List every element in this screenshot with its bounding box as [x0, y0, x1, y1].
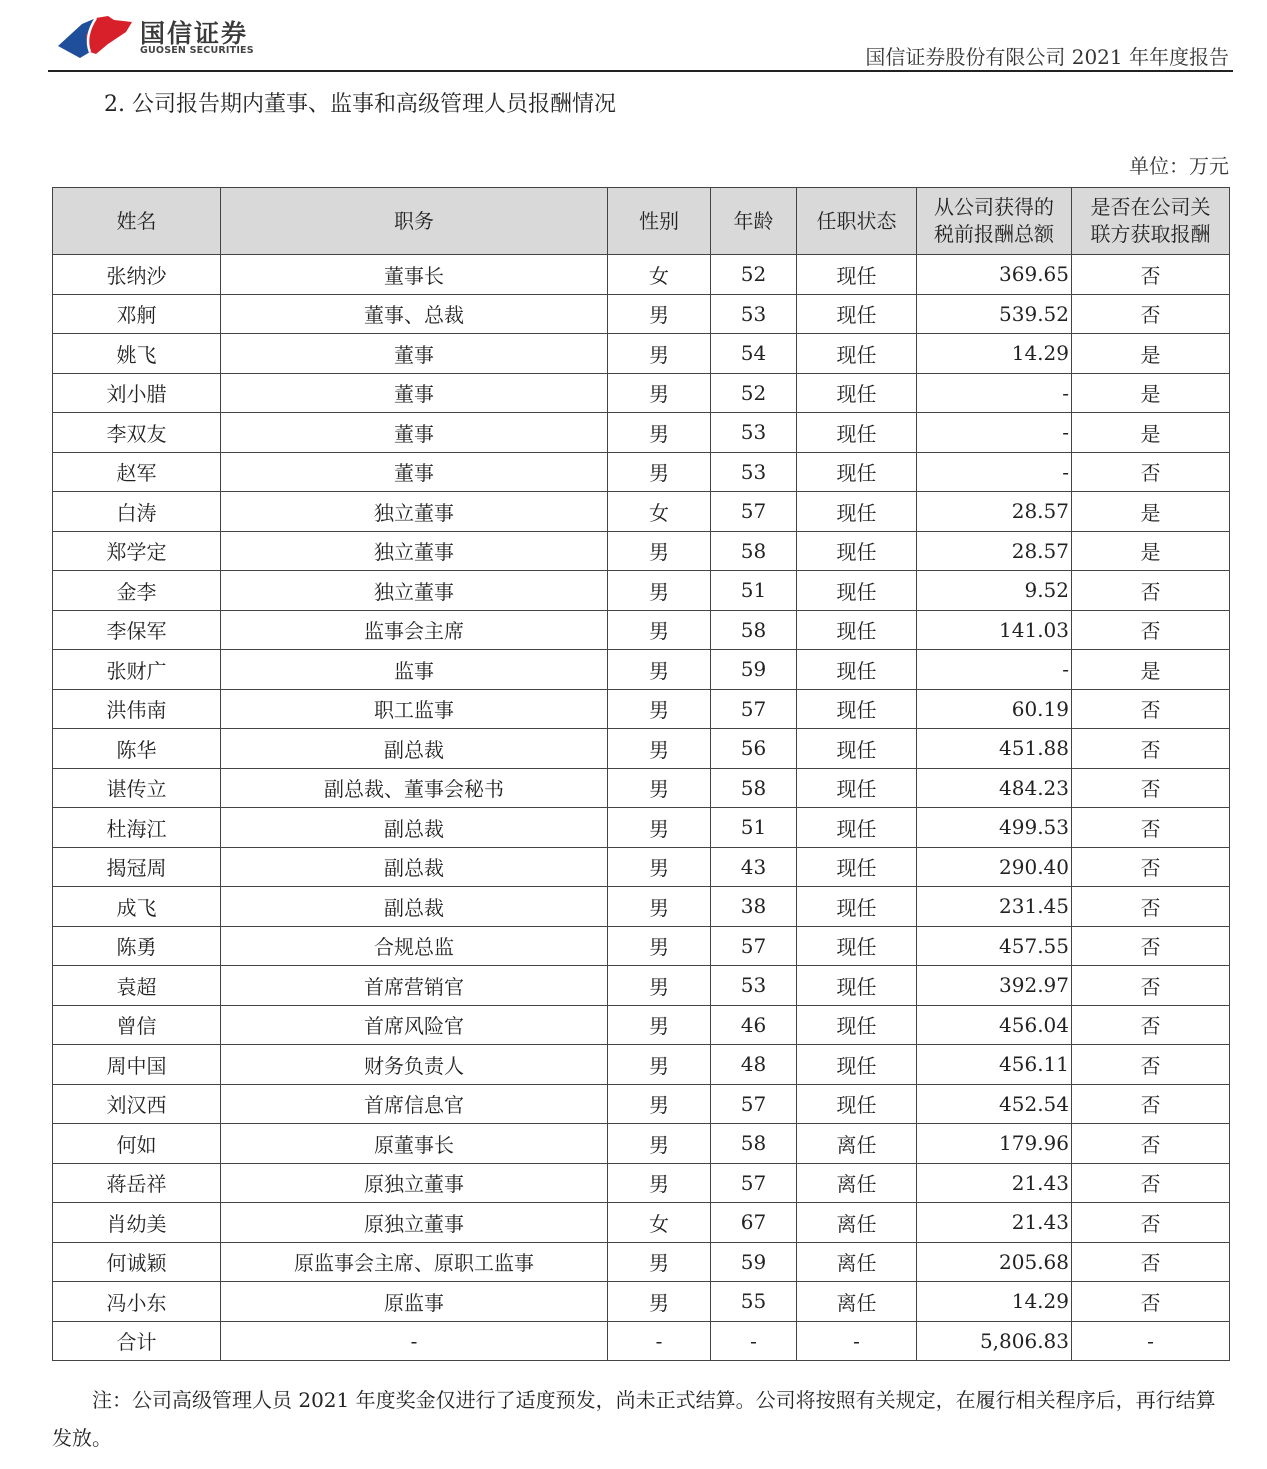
footnote: 注：公司高级管理人员 2021 年度奖金仅进行了适度预发，尚未正式结算。公司将按照有关规定，在履行相关程序后，再行结算发放。 [52, 1388, 1216, 1450]
cell-gender: 女 [608, 492, 711, 532]
cell-name: 冯小东 [53, 1282, 221, 1322]
cell-name: 陈华 [53, 729, 221, 769]
cell-age: 52 [711, 255, 797, 295]
cell-gender: 男 [608, 531, 711, 571]
cell-name: 袁超 [53, 966, 221, 1006]
cell-pay: 179.96 [917, 1124, 1072, 1164]
table-row [53, 847, 1230, 887]
cell-pay: 21.43 [917, 1203, 1072, 1243]
section-title: 2. 公司报告期内董事、监事和高级管理人员报酬情况 [104, 92, 616, 117]
cell-pay: - [917, 413, 1072, 453]
cell-pay: 457.55 [917, 926, 1072, 966]
header-pay-label-line1: 从公司获得的 [934, 195, 1054, 219]
cell-status: 离任 [797, 1124, 917, 1164]
report-title: 国信证券股份有限公司 2021 年年度报告 [865, 45, 1229, 69]
cell-age: 55 [711, 1282, 797, 1322]
cell-name: 张纳沙 [53, 255, 221, 295]
cell-position: 董事、总裁 [221, 294, 608, 334]
cell-name: 周中国 [53, 1045, 221, 1085]
cell-status: 现任 [797, 610, 917, 650]
cell-position: - [221, 1321, 608, 1361]
cell-age: 54 [711, 334, 797, 374]
cell-gender: 男 [608, 413, 711, 453]
cell-status: 现任 [797, 452, 917, 492]
cell-status: 现任 [797, 926, 917, 966]
cell-related-party: 否 [1072, 1163, 1230, 1203]
table-row [53, 650, 1230, 690]
cell-name: 何诚颖 [53, 1242, 221, 1282]
cell-gender: 男 [608, 887, 711, 927]
cell-pay: 21.43 [917, 1163, 1072, 1203]
cell-gender: 男 [608, 571, 711, 611]
cell-name: 李双友 [53, 413, 221, 453]
cell-related-party: 否 [1072, 452, 1230, 492]
cell-status: 现任 [797, 571, 917, 611]
header-age [711, 188, 797, 255]
cell-age: 57 [711, 492, 797, 532]
cell-pay: 290.40 [917, 847, 1072, 887]
table-row [53, 768, 1230, 808]
table-row [53, 1282, 1230, 1322]
cell-related-party: 是 [1072, 531, 1230, 571]
header-name [53, 188, 221, 255]
cell-pay: 369.65 [917, 255, 1072, 295]
table-row [53, 531, 1230, 571]
cell-pay: 456.11 [917, 1045, 1072, 1085]
cell-related-party: 否 [1072, 926, 1230, 966]
table-row [53, 492, 1230, 532]
cell-age: 57 [711, 1163, 797, 1203]
header-position-label: 职务 [394, 208, 434, 233]
cell-position: 原董事长 [221, 1124, 608, 1164]
cell-related-party: 否 [1072, 1203, 1230, 1243]
cell-related-party: 否 [1072, 966, 1230, 1006]
header-divider [48, 70, 1233, 72]
cell-position: 独立董事 [221, 492, 608, 532]
cell-pay: 28.57 [917, 531, 1072, 571]
cell-age: 57 [711, 689, 797, 729]
cell-pay: 14.29 [917, 334, 1072, 374]
cell-name: 合计 [53, 1321, 221, 1361]
cell-position: 职工监事 [221, 689, 608, 729]
table-row [53, 689, 1230, 729]
cell-age: 43 [711, 847, 797, 887]
cell-name: 姚飞 [53, 334, 221, 374]
cell-position: 董事 [221, 334, 608, 374]
cell-position: 董事长 [221, 255, 608, 295]
cell-gender: 男 [608, 926, 711, 966]
cell-position: 原监事 [221, 1282, 608, 1322]
table-row [53, 1242, 1230, 1282]
cell-status: 现任 [797, 847, 917, 887]
cell-gender: 男 [608, 452, 711, 492]
cell-related-party: 否 [1072, 1242, 1230, 1282]
table-row [53, 729, 1230, 769]
table-row [53, 808, 1230, 848]
cell-pay: 452.54 [917, 1084, 1072, 1124]
cell-status: 离任 [797, 1203, 917, 1243]
cell-name: 金李 [53, 571, 221, 611]
cell-age: 51 [711, 571, 797, 611]
cell-gender: 男 [608, 1045, 711, 1085]
cell-name: 刘小腊 [53, 373, 221, 413]
cell-related-party: 否 [1072, 689, 1230, 729]
cell-age: 67 [711, 1203, 797, 1243]
table-row [53, 1203, 1230, 1243]
cell-related-party: 否 [1072, 887, 1230, 927]
cell-position: 副总裁 [221, 887, 608, 927]
cell-related-party: 否 [1072, 571, 1230, 611]
cell-related-party: 否 [1072, 1005, 1230, 1045]
cell-age: 48 [711, 1045, 797, 1085]
cell-name: 曾信 [53, 1005, 221, 1045]
cell-position: 原监事会主席、原职工监事 [221, 1242, 608, 1282]
cell-age: 53 [711, 294, 797, 334]
cell-related-party: 否 [1072, 1045, 1230, 1085]
cell-position: 董事 [221, 413, 608, 453]
cell-related-party: 否 [1072, 847, 1230, 887]
table-row [53, 926, 1230, 966]
cell-position: 副总裁 [221, 729, 608, 769]
cell-gender: 男 [608, 768, 711, 808]
cell-name: 杜海江 [53, 808, 221, 848]
cell-status: 现任 [797, 492, 917, 532]
table-total-row [53, 1321, 1230, 1361]
cell-position: 原独立董事 [221, 1203, 608, 1243]
table-row [53, 255, 1230, 295]
cell-related-party: 是 [1072, 413, 1230, 453]
header-gender-label: 性别 [639, 208, 679, 233]
cell-name: 成飞 [53, 887, 221, 927]
unit-label: 单位：万元 [1129, 154, 1229, 178]
header-related-party [1072, 188, 1230, 255]
cell-related-party: 是 [1072, 650, 1230, 690]
cell-gender: 男 [608, 808, 711, 848]
cell-gender: 男 [608, 334, 711, 374]
cell-status: 现任 [797, 373, 917, 413]
cell-gender: 男 [608, 1282, 711, 1322]
cell-status: 现任 [797, 729, 917, 769]
cell-gender: 男 [608, 1005, 711, 1045]
cell-gender: 女 [608, 255, 711, 295]
cell-pay: 499.53 [917, 808, 1072, 848]
cell-status: 现任 [797, 808, 917, 848]
header-related-label-line2: 联方获取报酬 [1090, 222, 1211, 246]
cell-name: 赵军 [53, 452, 221, 492]
cell-status: - [797, 1321, 917, 1361]
cell-name: 肖幼美 [53, 1203, 221, 1243]
cell-age: 57 [711, 926, 797, 966]
page-header [0, 0, 1267, 75]
cell-name: 何如 [53, 1124, 221, 1164]
cell-age: 59 [711, 650, 797, 690]
table-row [53, 373, 1230, 413]
cell-gender: 男 [608, 847, 711, 887]
cell-position: 监事会主席 [221, 610, 608, 650]
cell-gender: 男 [608, 966, 711, 1006]
header-gender [608, 188, 711, 255]
cell-gender: 男 [608, 294, 711, 334]
cell-gender: 男 [608, 689, 711, 729]
cell-status: 现任 [797, 294, 917, 334]
cell-age: 53 [711, 413, 797, 453]
cell-position: 独立董事 [221, 531, 608, 571]
cell-pay: 456.04 [917, 1005, 1072, 1045]
cell-gender: 女 [608, 1203, 711, 1243]
cell-gender: 男 [608, 650, 711, 690]
cell-gender: - [608, 1321, 711, 1361]
cell-name: 邓舸 [53, 294, 221, 334]
logo-english-name: GUOSEN SECURITIES [140, 45, 254, 56]
table-row [53, 294, 1230, 334]
cell-pay: 484.23 [917, 768, 1072, 808]
cell-status: 离任 [797, 1163, 917, 1203]
cell-age: 58 [711, 531, 797, 571]
table-row [53, 1045, 1230, 1085]
cell-gender: 男 [608, 373, 711, 413]
cell-age: 56 [711, 729, 797, 769]
table-row [53, 1084, 1230, 1124]
table-row [53, 966, 1230, 1006]
cell-status: 现任 [797, 1045, 917, 1085]
cell-pay: 9.52 [917, 571, 1072, 611]
cell-age: 58 [711, 1124, 797, 1164]
guosen-logo-icon [56, 14, 134, 60]
cell-status: 现任 [797, 413, 917, 453]
table-row [53, 1124, 1230, 1164]
cell-status: 现任 [797, 966, 917, 1006]
cell-position: 副总裁 [221, 847, 608, 887]
cell-age: 53 [711, 966, 797, 1006]
cell-related-party: 否 [1072, 768, 1230, 808]
cell-gender: 男 [608, 1242, 711, 1282]
cell-related-party: - [1072, 1321, 1230, 1361]
cell-pay: 392.97 [917, 966, 1072, 1006]
cell-pay: - [917, 373, 1072, 413]
cell-pay: - [917, 452, 1072, 492]
cell-position: 合规总监 [221, 926, 608, 966]
cell-pay: 451.88 [917, 729, 1072, 769]
table-header-row [53, 188, 1230, 255]
cell-gender: 男 [608, 1084, 711, 1124]
cell-name: 李保军 [53, 610, 221, 650]
cell-status: 现任 [797, 887, 917, 927]
cell-related-party: 否 [1072, 1124, 1230, 1164]
cell-name: 刘汉西 [53, 1084, 221, 1124]
cell-related-party: 是 [1072, 373, 1230, 413]
compensation-table [52, 187, 1230, 1361]
cell-related-party: 是 [1072, 492, 1230, 532]
table-row [53, 1005, 1230, 1045]
cell-gender: 男 [608, 1163, 711, 1203]
cell-age: 52 [711, 373, 797, 413]
cell-status: 现任 [797, 1084, 917, 1124]
cell-status: 现任 [797, 531, 917, 571]
cell-position: 副总裁 [221, 808, 608, 848]
header-age-label: 年龄 [733, 208, 774, 233]
cell-position: 董事 [221, 373, 608, 413]
cell-age: 53 [711, 452, 797, 492]
cell-status: 现任 [797, 689, 917, 729]
cell-gender: 男 [608, 729, 711, 769]
cell-position: 董事 [221, 452, 608, 492]
table-row [53, 571, 1230, 611]
cell-position: 独立董事 [221, 571, 608, 611]
cell-age: 57 [711, 1084, 797, 1124]
cell-status: 现任 [797, 334, 917, 374]
cell-age: 58 [711, 768, 797, 808]
cell-related-party: 是 [1072, 334, 1230, 374]
table-row [53, 1163, 1230, 1203]
cell-pay: 539.52 [917, 294, 1072, 334]
table-row [53, 610, 1230, 650]
cell-status: 现任 [797, 768, 917, 808]
cell-status: 离任 [797, 1282, 917, 1322]
cell-name: 谌传立 [53, 768, 221, 808]
cell-position: 副总裁、董事会秘书 [221, 768, 608, 808]
cell-pay: 60.19 [917, 689, 1072, 729]
cell-related-party: 否 [1072, 294, 1230, 334]
cell-name: 白涛 [53, 492, 221, 532]
cell-position: 首席风险官 [221, 1005, 608, 1045]
cell-name: 郑学定 [53, 531, 221, 571]
table-row [53, 887, 1230, 927]
cell-name: 揭冠周 [53, 847, 221, 887]
cell-age: 46 [711, 1005, 797, 1045]
cell-position: 监事 [221, 650, 608, 690]
cell-name: 张财广 [53, 650, 221, 690]
cell-status: 离任 [797, 1242, 917, 1282]
cell-related-party: 否 [1072, 1084, 1230, 1124]
cell-age: - [711, 1321, 797, 1361]
table-row [53, 334, 1230, 374]
header-related-label-line1: 是否在公司关 [1090, 195, 1211, 219]
header-name-label: 姓名 [116, 208, 157, 233]
cell-pay: 5,806.83 [917, 1321, 1072, 1361]
logo-chinese-name: 国信证券 [140, 19, 249, 48]
header-pay [917, 188, 1072, 255]
cell-pay: 141.03 [917, 610, 1072, 650]
cell-position: 首席信息官 [221, 1084, 608, 1124]
cell-related-party: 否 [1072, 808, 1230, 848]
cell-pay: - [917, 650, 1072, 690]
cell-gender: 男 [608, 1124, 711, 1164]
cell-name: 陈勇 [53, 926, 221, 966]
cell-related-party: 否 [1072, 255, 1230, 295]
cell-age: 58 [711, 610, 797, 650]
header-status [797, 188, 917, 255]
cell-gender: 男 [608, 610, 711, 650]
header-pay-label-line2: 税前报酬总额 [934, 222, 1054, 246]
cell-related-party: 否 [1072, 610, 1230, 650]
cell-age: 38 [711, 887, 797, 927]
cell-age: 51 [711, 808, 797, 848]
table-row [53, 452, 1230, 492]
cell-age: 59 [711, 1242, 797, 1282]
header-status-label: 任职状态 [816, 208, 897, 233]
cell-pay: 14.29 [917, 1282, 1072, 1322]
cell-related-party: 否 [1072, 729, 1230, 769]
cell-position: 原独立董事 [221, 1163, 608, 1203]
cell-status: 现任 [797, 1005, 917, 1045]
cell-pay: 28.57 [917, 492, 1072, 532]
table-row [53, 413, 1230, 453]
cell-pay: 231.45 [917, 887, 1072, 927]
cell-name: 蒋岳祥 [53, 1163, 221, 1203]
header-position [221, 188, 608, 255]
cell-related-party: 否 [1072, 1282, 1230, 1322]
cell-position: 财务负责人 [221, 1045, 608, 1085]
cell-status: 现任 [797, 650, 917, 690]
cell-name: 洪伟南 [53, 689, 221, 729]
cell-pay: 205.68 [917, 1242, 1072, 1282]
cell-status: 现任 [797, 255, 917, 295]
table-body [53, 255, 1230, 1361]
cell-position: 首席营销官 [221, 966, 608, 1006]
